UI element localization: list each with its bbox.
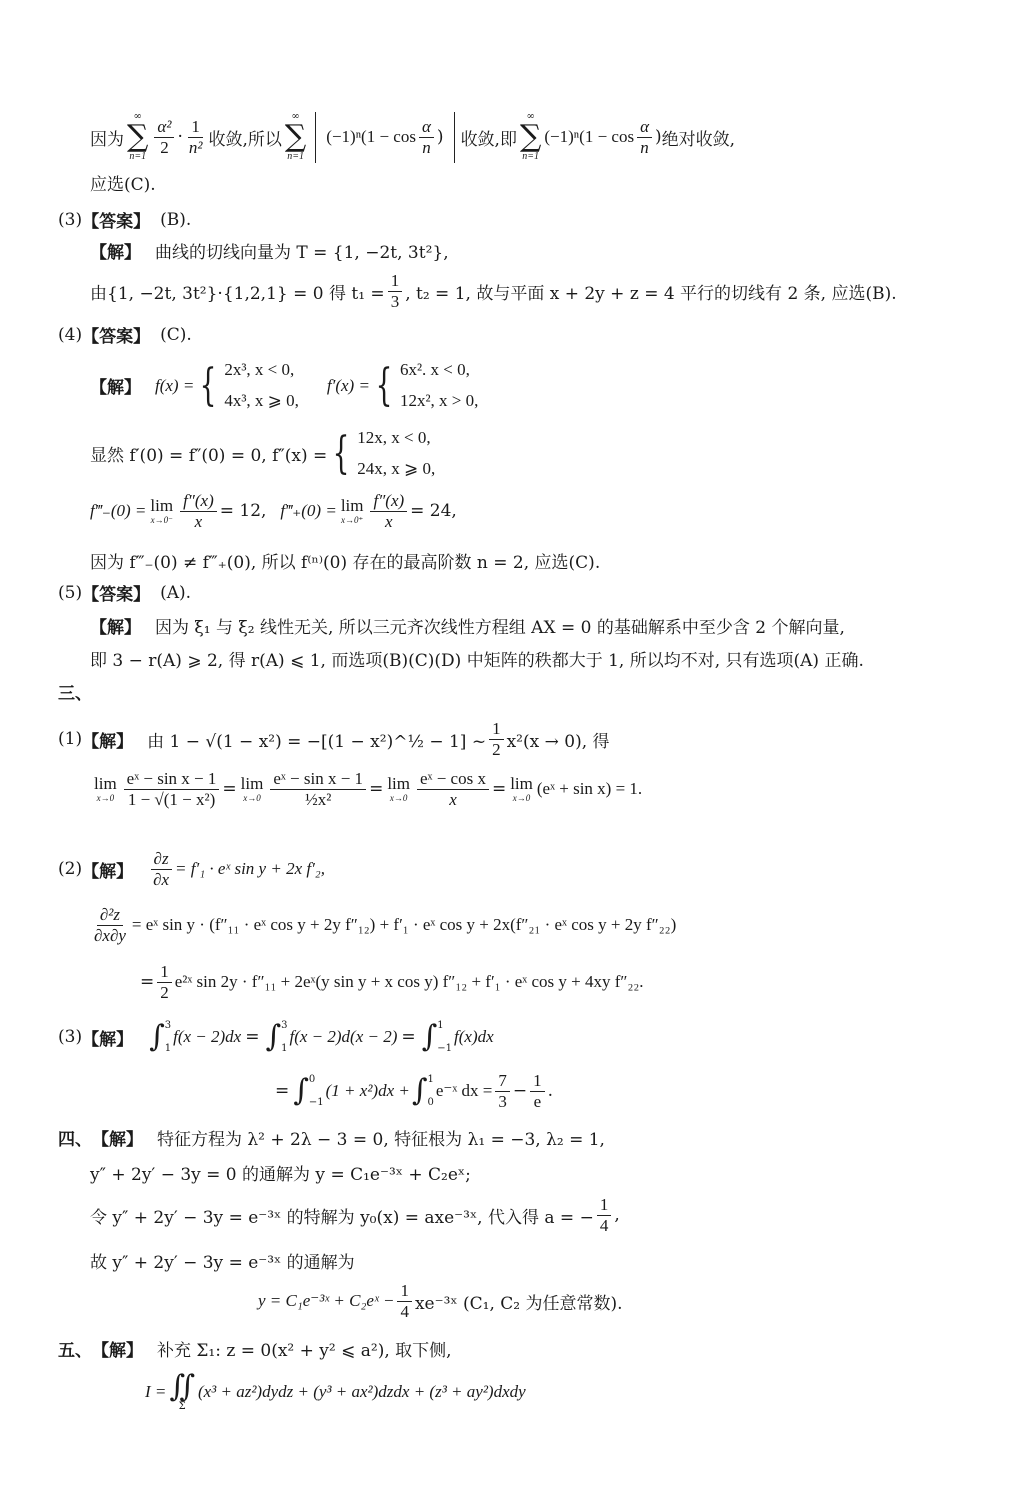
numerator: 1 bbox=[388, 272, 403, 292]
integral: ∫ 1 0 bbox=[411, 1073, 434, 1109]
sigma: ∑ bbox=[519, 119, 542, 155]
text: 令 y″ + 2y′ − 3y = e⁻³ˣ 的特解为 y₀(x) = axe⁻³ˣ, 代入得 a = − bbox=[90, 1207, 594, 1228]
solution-tag: 【解】 bbox=[92, 1341, 143, 1361]
q4-conclusion bbox=[90, 548, 600, 573]
absolute-value bbox=[315, 112, 454, 163]
double-integral-sign: ∬ bbox=[169, 1369, 195, 1404]
fraction bbox=[419, 118, 434, 157]
lower: 0 bbox=[427, 1097, 434, 1109]
answer-value: (B). bbox=[160, 209, 192, 230]
fraction bbox=[597, 1196, 612, 1235]
case: 6x². x < 0, bbox=[399, 360, 470, 379]
denominator: x bbox=[449, 789, 457, 809]
answer-tag: 【答案】 bbox=[82, 585, 151, 605]
question-number: (1) bbox=[58, 729, 83, 750]
q4-second-derivative bbox=[90, 423, 435, 484]
minus: − bbox=[512, 1081, 528, 1102]
text: y″ + 2y′ − 3y = 0 的通解为 y = C₁e⁻³ˣ + C₂eˣ; bbox=[90, 1165, 471, 1185]
solution-tag: 【解】 bbox=[82, 1029, 134, 1050]
text: = 24, bbox=[410, 501, 457, 522]
case: 12x², x > 0, bbox=[399, 390, 479, 410]
solution-tag: 【解】 bbox=[82, 861, 134, 882]
text: 即 3 − r(A) ⩾ 2, 得 r(A) ⩽ 1, 而选项(B)(C)(D) 中矩阵的秩都大于 1, 所以均不对, 只有选项(A) 正确. bbox=[90, 651, 864, 671]
q3-solution-1 bbox=[90, 238, 449, 263]
q3-solution-2 bbox=[90, 272, 897, 311]
denominator: n bbox=[640, 137, 649, 157]
integral: ∫ 3 1 bbox=[149, 1019, 172, 1054]
answer-tag: 【答案】 bbox=[82, 327, 151, 347]
denominator: ½x² bbox=[305, 789, 332, 809]
sum-symbol bbox=[127, 112, 148, 162]
lim-word: lim bbox=[150, 496, 174, 516]
text: 故 y″ + 2y′ − 3y = e⁻³ˣ 的通解为 bbox=[90, 1253, 355, 1273]
limit bbox=[241, 775, 264, 804]
text: 因为 bbox=[90, 129, 124, 150]
text: I = bbox=[145, 1382, 167, 1401]
fraction bbox=[388, 272, 403, 311]
s3q2-line-3 bbox=[140, 963, 644, 1002]
sum-symbol bbox=[285, 112, 306, 162]
integral: ∫ 3 1 bbox=[265, 1019, 288, 1054]
text: f(x − 2)d(x − 2) bbox=[289, 1027, 398, 1046]
numerator: eˣ − sin x − 1 bbox=[270, 770, 366, 790]
integral: ∫ 1 −1 bbox=[421, 1019, 453, 1054]
s5-surface-integral bbox=[145, 1369, 526, 1412]
q4-limits bbox=[90, 492, 457, 531]
lim-sub: x→0 bbox=[96, 792, 115, 803]
fraction bbox=[150, 850, 172, 889]
lower: −1 bbox=[308, 1097, 324, 1109]
question-number: (5) bbox=[58, 582, 83, 603]
fraction bbox=[417, 770, 489, 809]
paren: ) bbox=[655, 127, 662, 148]
case: 4x³, x ⩾ 0, bbox=[224, 390, 299, 410]
limit bbox=[510, 775, 533, 804]
integral: ∫ 0 −1 bbox=[293, 1073, 324, 1109]
upper: 0 bbox=[308, 1074, 316, 1086]
text: f(x − 2)dx bbox=[173, 1027, 242, 1046]
text: f(x)dx bbox=[454, 1027, 494, 1046]
numerator: α bbox=[419, 118, 434, 138]
case: 12x, x < 0, bbox=[357, 428, 431, 447]
s4-line-2 bbox=[90, 1160, 471, 1185]
f-label: f(x) = bbox=[155, 375, 195, 395]
lim-sub: x→0 bbox=[243, 792, 261, 803]
text: = 12, bbox=[219, 501, 267, 522]
lim-sub: x→0⁻ bbox=[150, 514, 173, 525]
text: y = C₁e⁻³ˣ + C₂eˣ − bbox=[258, 1291, 395, 1311]
paren: ) bbox=[436, 127, 444, 148]
fraction bbox=[397, 1282, 412, 1321]
text: 特征方程为 λ² + 2λ − 3 = 0, 特征根为 λ₁ = −3, λ₂ = 1, bbox=[157, 1130, 605, 1150]
lower: −1 bbox=[437, 1043, 453, 1054]
question-number: (3) bbox=[58, 1027, 83, 1047]
fraction bbox=[180, 492, 217, 531]
cases: { 12x, x < 0, 24x, x ⩾ 0, bbox=[327, 423, 435, 484]
text: (eˣ + sin x) = 1. bbox=[536, 779, 643, 799]
solution-tag: 【解】 bbox=[82, 731, 134, 752]
lim-word: lim bbox=[94, 774, 117, 794]
lim-word: lim bbox=[340, 496, 364, 516]
sum-top: ∞ bbox=[133, 111, 142, 123]
upper: 3 bbox=[281, 1020, 288, 1031]
fraction bbox=[91, 906, 129, 945]
text: xe⁻³ˣ (C₁, C₂ 为任意常数). bbox=[414, 1293, 623, 1314]
text: 因为 ξ₁ 与 ξ₂ 线性无关, 所以三元齐次线性方程组 AX = 0 的基础解系中至少含 2 个解向量, bbox=[155, 618, 845, 638]
solution-tag: 【解】 bbox=[90, 618, 141, 638]
s3q2-line-1 bbox=[58, 850, 325, 889]
q4-answer bbox=[58, 322, 192, 347]
numerator: 1 bbox=[188, 118, 203, 138]
solution-tag: 【解】 bbox=[92, 1130, 143, 1150]
denominator: 2 bbox=[492, 739, 501, 759]
text: = eˣ sin y · (f″₁₁ · eˣ cos y + 2y f″₁₂) + f′₁ · eˣ cos y + 2x(f″₂₁ · eˣ cos y + 2y f″₂₂) bbox=[131, 915, 677, 935]
numerator: eˣ − cos x bbox=[417, 770, 489, 790]
lim-sub: x→0⁺ bbox=[341, 514, 364, 525]
sum-top: ∞ bbox=[526, 111, 535, 123]
answer-value: (A). bbox=[160, 582, 192, 603]
text: 由 1 − √(1 − x²) = −[(1 − x²)^½ − 1] ~ bbox=[147, 731, 487, 752]
text: f‴₊(0) = bbox=[280, 501, 337, 521]
convergence-line bbox=[90, 112, 735, 163]
fraction bbox=[186, 118, 206, 157]
denominator: x bbox=[385, 511, 393, 531]
cases: { 6x². x < 0, 12x², x > 0, bbox=[370, 355, 478, 416]
lim-sub: x→0 bbox=[512, 792, 531, 803]
fraction bbox=[157, 963, 172, 1002]
choose-c-line bbox=[90, 170, 156, 195]
solution-tag: 【解】 bbox=[90, 243, 141, 263]
text: 收敛,即 bbox=[460, 129, 517, 150]
equals: = bbox=[401, 1027, 416, 1047]
answer-tag: 【答案】 bbox=[82, 212, 151, 232]
text: 应选(C). bbox=[90, 175, 156, 195]
section-label: 五、 bbox=[58, 1341, 92, 1361]
numerator: ∂²z bbox=[97, 906, 123, 926]
denominator: 3 bbox=[390, 291, 400, 311]
denominator: 4 bbox=[400, 1301, 409, 1321]
s3q2-line-2 bbox=[88, 906, 676, 945]
s5-line-1 bbox=[58, 1336, 452, 1361]
text: (x³ + az²)dydz + (y³ + ax²)dzdx + (z³ + ay²)dxdy bbox=[197, 1382, 526, 1401]
series-term: (−1)ⁿ(1 − cos bbox=[544, 127, 635, 147]
s4-general-solution bbox=[258, 1282, 623, 1321]
lower: 1 bbox=[164, 1043, 172, 1054]
lower: 1 bbox=[281, 1043, 288, 1054]
fprime-label: f′(x) = bbox=[326, 375, 370, 395]
sigma: ∑ bbox=[127, 119, 149, 155]
sum-bottom: n=1 bbox=[522, 151, 540, 163]
numerator: α bbox=[637, 118, 652, 138]
denominator: 2 bbox=[160, 982, 169, 1002]
dot: · bbox=[177, 127, 183, 148]
limit bbox=[94, 775, 117, 804]
numerator: f″(x) bbox=[180, 492, 217, 512]
q5-answer bbox=[58, 580, 191, 605]
text: x²(x → 0), 得 bbox=[506, 731, 610, 752]
sum-symbol bbox=[520, 112, 541, 162]
lim-word: lim bbox=[240, 774, 264, 794]
denominator: x bbox=[194, 511, 203, 531]
numerator: α² bbox=[154, 118, 174, 138]
sum-bottom: n=1 bbox=[287, 151, 304, 163]
numerator: 1 bbox=[489, 720, 504, 740]
text: 显然 f′(0) = f″(0) = 0, f″(x) = bbox=[90, 446, 328, 467]
answer-value: (C). bbox=[160, 324, 192, 345]
sum-bottom: n=1 bbox=[129, 151, 147, 163]
s4-line-3: 令 y″ + 2y′ − 3y = e⁻³ˣ 的特解为 y₀(x) = axe⁻³ˣ, 代入得 a = − $\frac{1}{4}$ , bbox=[90, 1195, 620, 1235]
numerator: 1 bbox=[530, 1072, 545, 1092]
limit bbox=[387, 775, 410, 804]
section-label: 四、 bbox=[58, 1130, 92, 1150]
text: 收敛,所以 bbox=[208, 129, 282, 150]
s3q3-line-2: = ∫ 0 −1 (1 + x²)dx + ∫ 1 0 e⁻ˣ dx = $\frac{7}{3}$ − $\frac{1}{e}$ . bbox=[275, 1071, 554, 1111]
numerator: 1 bbox=[597, 1196, 612, 1216]
q3-answer bbox=[58, 207, 191, 232]
denominator: 2 bbox=[160, 137, 169, 157]
text: = f′₁ · eˣ sin y + 2x f′₂, bbox=[175, 859, 325, 879]
denominator: n² bbox=[188, 137, 203, 157]
sum-top: ∞ bbox=[291, 111, 300, 123]
q5-solution-2 bbox=[90, 646, 864, 671]
sigma: ∑ bbox=[284, 119, 307, 155]
case: 2x³, x < 0, bbox=[224, 360, 295, 379]
text: 补充 Σ₁: z = 0(x² + y² ⩽ a²), 取下侧, bbox=[157, 1341, 452, 1361]
equals: = bbox=[275, 1081, 290, 1102]
q4-piecewise bbox=[90, 355, 478, 416]
text: 因为 f‴₋(0) ≠ f‴₊(0), 所以 f⁽ⁿ⁾(0) 存在的最高阶数 n = 2, 应选(C). bbox=[90, 553, 601, 573]
s4-line-4 bbox=[90, 1248, 355, 1273]
numerator: eˣ − sin x − 1 bbox=[124, 770, 220, 790]
fraction bbox=[489, 720, 504, 759]
equals: = bbox=[369, 779, 384, 800]
text: 由{1, −2t, 3t²}·{1,2,1} = 0 得 t₁ = bbox=[90, 283, 385, 304]
denominator: n bbox=[422, 137, 431, 157]
question-number: (2) bbox=[58, 859, 83, 880]
case: 24x, x ⩾ 0, bbox=[357, 458, 436, 478]
equals: = bbox=[245, 1027, 260, 1047]
section-3-heading bbox=[58, 679, 92, 704]
text: e²ˣ sin 2y · f″₁₁ + 2eˣ(y sin y + x cos y) f″₁₂ + f′₁ · eˣ cos y + 4xy f″₂₂. bbox=[174, 972, 644, 992]
lim-word: lim bbox=[387, 774, 410, 794]
text: 曲线的切线向量为 T = {1, −2t, 3t²}, bbox=[155, 243, 449, 263]
surface-label: Σ bbox=[178, 1401, 186, 1412]
abs-inner: (−1)ⁿ(1 − cos bbox=[326, 127, 416, 147]
upper: 1 bbox=[427, 1074, 434, 1086]
numerator: 1 bbox=[397, 1282, 412, 1302]
lim-word: lim bbox=[510, 774, 533, 794]
numerator: 7 bbox=[495, 1072, 510, 1092]
limit bbox=[341, 497, 364, 526]
upper: 3 bbox=[164, 1020, 172, 1031]
double-integral bbox=[169, 1369, 195, 1412]
fraction bbox=[124, 770, 220, 809]
fraction bbox=[154, 118, 174, 157]
denominator: 1 − √(1 − x²) bbox=[127, 789, 216, 809]
s3q1-line-1 bbox=[58, 720, 610, 759]
fraction bbox=[637, 118, 652, 157]
question-number: (3) bbox=[58, 209, 83, 230]
text: (1 + x²)dx + bbox=[325, 1081, 410, 1101]
denominator: e bbox=[533, 1091, 542, 1111]
upper: 1 bbox=[437, 1020, 444, 1031]
fraction bbox=[495, 1072, 510, 1111]
fraction bbox=[370, 492, 407, 531]
section-label: 三、 bbox=[58, 684, 92, 704]
lim-sub: x→0 bbox=[389, 792, 408, 803]
equals: = bbox=[140, 972, 155, 993]
fraction bbox=[530, 1072, 545, 1111]
numerator: ∂z bbox=[151, 850, 172, 870]
s4-line-1 bbox=[58, 1125, 605, 1150]
solution-tag: 【解】 bbox=[90, 378, 141, 399]
denominator: ∂x∂y bbox=[94, 925, 126, 945]
question-number: (4) bbox=[58, 324, 83, 345]
text: f‴₋(0) = bbox=[90, 501, 147, 521]
denominator: ∂x bbox=[153, 869, 170, 889]
denominator: 3 bbox=[498, 1091, 507, 1111]
cases: { 2x³, x < 0, 4x³, x ⩾ 0, bbox=[194, 355, 299, 416]
fraction bbox=[270, 770, 366, 809]
equals: = bbox=[222, 779, 237, 800]
text: 绝对收敛, bbox=[661, 129, 736, 150]
text: , t₂ = 1, 故与平面 x + 2y + z = 4 平行的切线有 2 条, 应选(B). bbox=[405, 283, 897, 304]
s3q3-line-1 bbox=[58, 1020, 494, 1054]
numerator: 1 bbox=[157, 963, 172, 983]
s3q1-limit-chain bbox=[90, 770, 642, 809]
q5-solution-1 bbox=[90, 613, 845, 638]
denominator: 4 bbox=[599, 1215, 609, 1235]
numerator: f″(x) bbox=[370, 492, 407, 512]
limit bbox=[150, 497, 173, 526]
text: e⁻ˣ dx = bbox=[435, 1081, 493, 1101]
equals: = bbox=[491, 779, 507, 800]
